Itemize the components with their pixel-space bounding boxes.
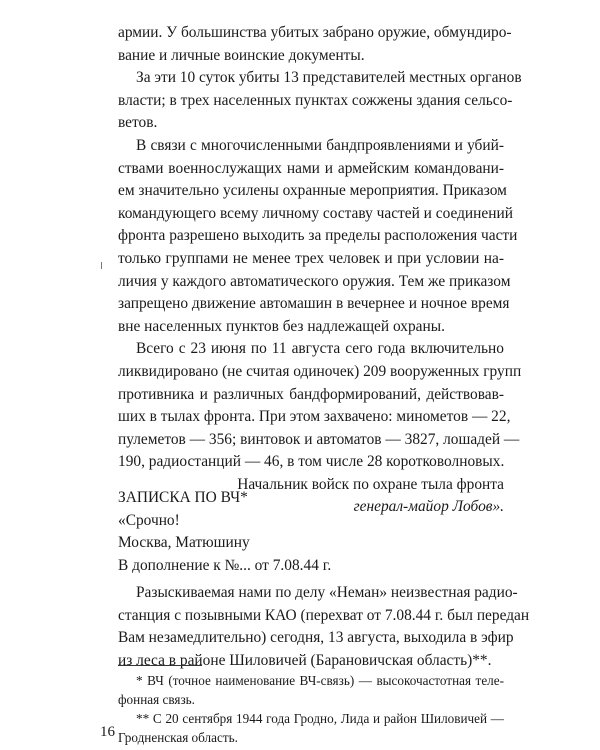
text-line: вание и личные воинские документы.	[118, 46, 365, 64]
text-line: только группами не менее трех человек и при условии на-	[118, 249, 504, 267]
text-line: запрещено движение автомашин в вечернее и ночное время	[118, 295, 510, 313]
text-line: личия у каждого автоматического оружия. Тем же приказом	[118, 272, 511, 290]
text-line: вне населенных пунктов без надлежащей охраны.	[118, 317, 445, 335]
report-text	[118, 22, 522, 519]
note-addressee: Москва, Матюшину	[118, 534, 250, 552]
text-line: пулеметов — 356; винтовок и автоматов — 3827, лошадей —	[118, 430, 520, 448]
text-line: 190, радиостанций — 46, в том числе 28 коротковолновых.	[118, 453, 505, 471]
text-line: станция с позывными КАО (перехват от 7.08.44 г. был передан	[118, 606, 530, 624]
text-line: фронта разрешено выходить за пределы расположения части	[118, 227, 518, 245]
text-line: За эти 10 суток убиты 13 представителей местных органов	[136, 69, 522, 87]
text-line: Вам незамедлительно) сегодня, 13 августа, выходила в эфир	[118, 629, 514, 647]
text-line: власти; в трех населенных пунктах сожжены здания сельсо-	[118, 91, 513, 109]
text-line: из леса в районе Шиловичей (Барановичская область)**.	[118, 651, 492, 669]
note-reference: В дополнение к №... от 7.08.44 г.	[118, 556, 332, 574]
footnote-line: * ВЧ (точное наименование ВЧ-связь) — высокочастотная теле-	[136, 673, 504, 688]
footnote-line: фонная связь.	[118, 692, 195, 707]
note-urgent: «Срочно!	[118, 511, 180, 529]
note-heading: ЗАПИСКА ПО ВЧ*	[118, 489, 248, 506]
note-body	[118, 582, 530, 672]
footnotes	[118, 671, 504, 747]
text-line: армии. У большинства убитых забрано оружие, обмундиро-	[118, 24, 512, 41]
text-line: ветов.	[118, 114, 158, 132]
signature-name: генерал-майор Лобов».	[353, 498, 504, 516]
footnote-line: ** С 20 сентября 1944 года Гродно, Лида и район Шиловичей —	[136, 711, 504, 726]
text-line: ем значительно усилены охранные мероприятия. Приказом	[118, 182, 507, 200]
text-line: Разыскиваемая нами по делу «Неман» неизвестная радио-	[136, 584, 518, 601]
vch-note	[118, 487, 504, 577]
text-line: ликвидировано (не считая одиночек) 209 вооруженных групп	[118, 362, 522, 380]
footnote-divider	[118, 665, 202, 666]
text-line: ших в тылах фронта. При этом захвачено: минометов — 22,	[118, 408, 511, 426]
text-line: В связи с многочисленными бандпроявлениями и убий-	[136, 136, 504, 154]
margin-mark	[101, 262, 105, 269]
text-line: противника и различных бандформирований, действовав-	[118, 385, 504, 403]
text-line: ствами военнослужащих нами и армейским командовани-	[118, 159, 504, 177]
signature-title: Начальник войск по охране тыла фронта	[237, 475, 504, 493]
text-line: командующего всему личному составу частей и соединений	[118, 204, 513, 222]
text-line: Всего с 23 июня по 11 августа сего года включительно	[136, 340, 504, 358]
page-number: 16	[100, 724, 115, 740]
footnote-line: Гродненская область.	[118, 730, 238, 745]
